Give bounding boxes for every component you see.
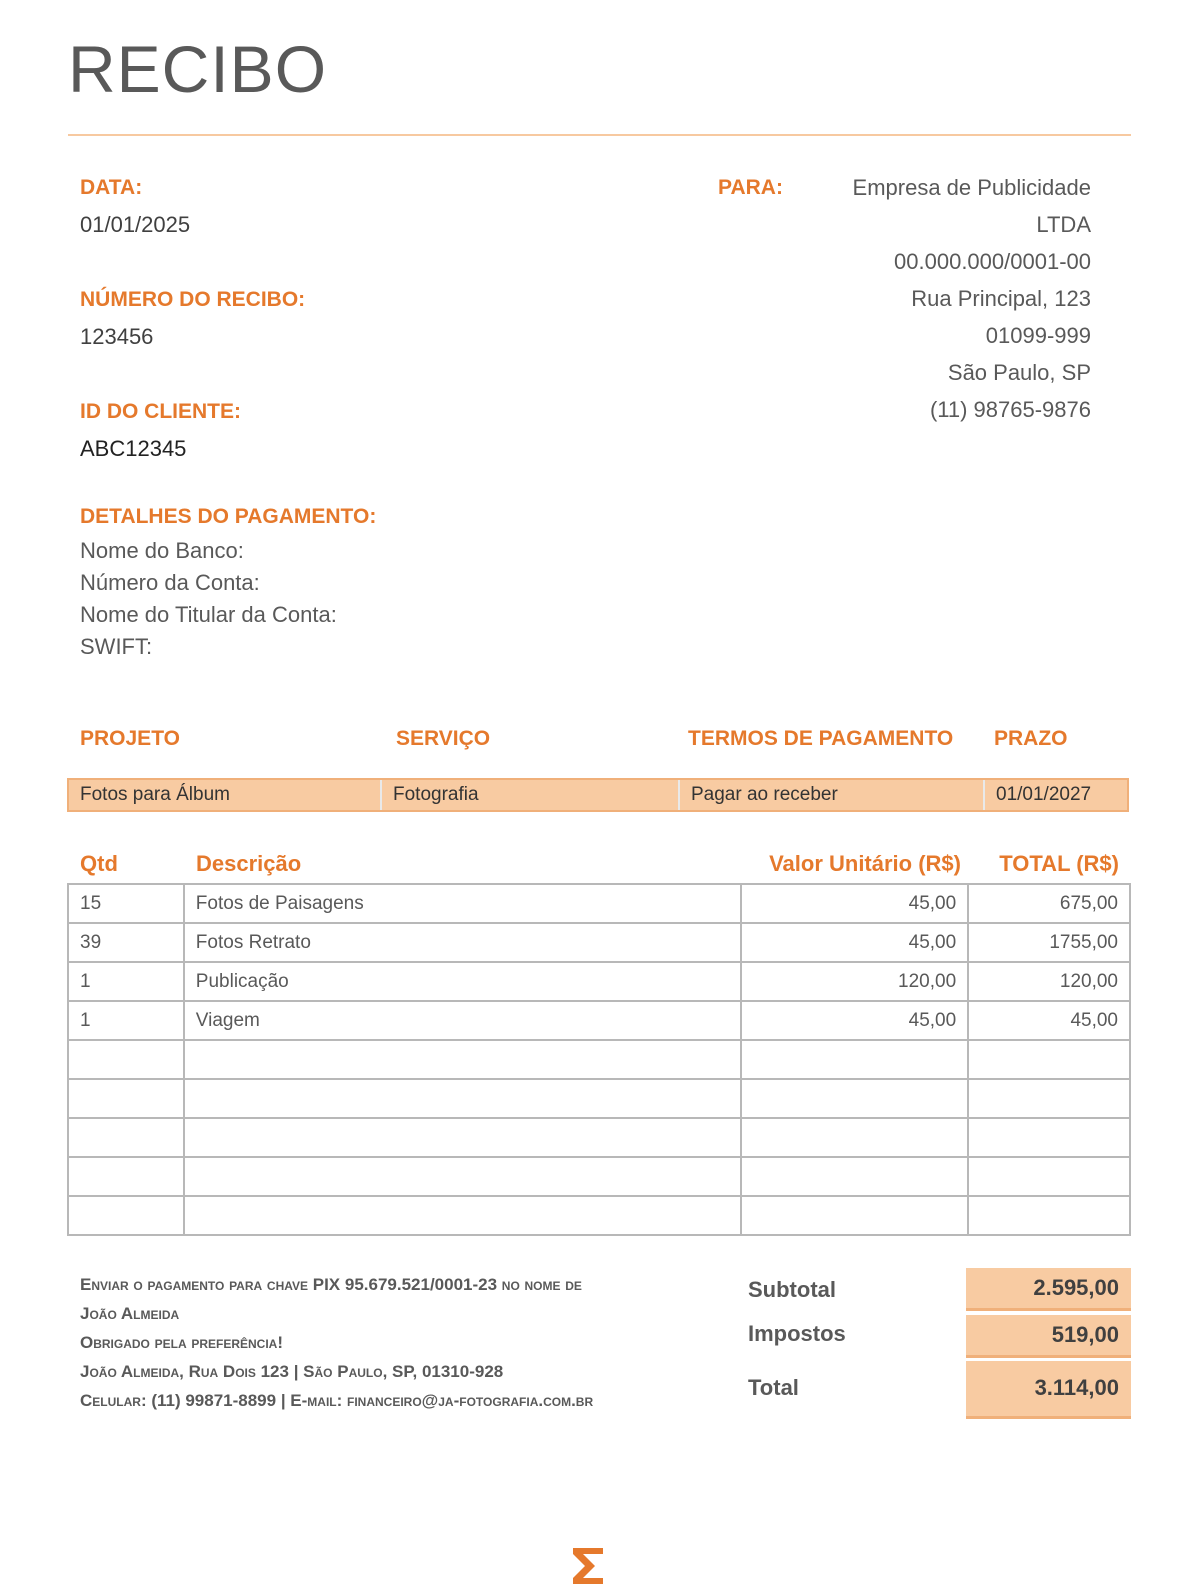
date-value: 01/01/2025 xyxy=(80,212,191,237)
unit-price-cell: 45,00 xyxy=(741,1001,969,1040)
total-cell: 675,00 xyxy=(968,884,1130,923)
payment-instructions xyxy=(80,1270,593,1415)
qty-cell xyxy=(68,1196,184,1235)
unit-price-cell xyxy=(741,1196,969,1235)
description-cell xyxy=(184,1157,741,1196)
total-label: Total xyxy=(748,1375,799,1400)
payment-terms-cell: Pagar ao receber xyxy=(691,784,838,805)
total-cell: 45,00 xyxy=(968,1001,1130,1040)
payment-detail-line: Nome do Banco: xyxy=(80,538,244,563)
unit-price-cell: 45,00 xyxy=(741,884,969,923)
recipient-address xyxy=(751,174,1091,433)
qty-cell xyxy=(68,1157,184,1196)
recipient-line: 00.000.000/0001-00 xyxy=(894,249,1091,274)
title-divider xyxy=(68,134,1131,136)
qty-cell xyxy=(68,1040,184,1079)
subtotal-label: Subtotal xyxy=(748,1277,836,1302)
project-row xyxy=(67,778,1129,812)
recipient-line: (11) 98765-9876 xyxy=(929,397,1091,422)
unit-price-cell xyxy=(741,1157,969,1196)
payment-detail-line: Número da Conta: xyxy=(80,570,260,595)
qty-cell: 15 xyxy=(68,884,184,923)
footer-line: João Almeida, Rua Dois 123 | São Paulo, SP, 01310-928 xyxy=(80,1362,504,1381)
description-cell xyxy=(184,1118,741,1157)
description-header: Descrição xyxy=(196,851,302,876)
unit-price-cell xyxy=(741,1040,969,1079)
deadline-header: PRAZO xyxy=(994,727,1068,750)
description-cell xyxy=(184,1196,741,1235)
deadline-cell: 01/01/2027 xyxy=(996,784,1092,805)
recipient-line: 01099-999 xyxy=(985,323,1091,348)
recipient-line: Rua Principal, 123 xyxy=(911,286,1091,311)
qty-cell: 39 xyxy=(68,923,184,962)
table-row xyxy=(68,962,1130,1001)
footer-line: João Almeida xyxy=(80,1304,180,1323)
unit-price-cell: 45,00 xyxy=(741,923,969,962)
total-cell xyxy=(968,1196,1130,1235)
table-row xyxy=(68,884,1130,923)
description-cell xyxy=(184,1079,741,1118)
unit-price-cell xyxy=(741,1118,969,1157)
table-row xyxy=(68,1040,1130,1079)
description-cell xyxy=(184,1040,741,1079)
payment-details xyxy=(80,536,337,664)
recipient-line: LTDA xyxy=(1036,212,1091,237)
date-label: DATA: xyxy=(80,176,143,199)
footer-line: Obrigado pela preferência! xyxy=(80,1333,284,1352)
items-table xyxy=(67,883,1131,1236)
table-row xyxy=(68,1001,1130,1040)
qty-cell: 1 xyxy=(68,1001,184,1040)
project-header: PROJETO xyxy=(80,727,180,750)
unit-price-cell xyxy=(741,1079,969,1118)
unit-price-header: Valor Unitário (R$) xyxy=(769,851,961,876)
total-value: 3.114,00 xyxy=(966,1361,1131,1419)
recipient-label: PARA: xyxy=(718,176,783,199)
payment-detail-line: SWIFT: xyxy=(80,634,153,659)
subtotal-value: 2.595,00 xyxy=(966,1268,1131,1311)
table-row xyxy=(68,1118,1130,1157)
description-cell: Publicação xyxy=(184,962,741,1001)
service-cell: Fotografia xyxy=(393,784,479,805)
description-cell: Viagem xyxy=(184,1001,741,1040)
page-title: RECIBO xyxy=(68,32,328,106)
total-cell xyxy=(968,1079,1130,1118)
total-cell: 120,00 xyxy=(968,962,1130,1001)
qty-header: Qtd xyxy=(80,851,118,876)
client-id-value: ABC12345 xyxy=(80,436,187,461)
table-row xyxy=(68,1079,1130,1118)
receipt-number-value: 123456 xyxy=(80,324,154,349)
qty-cell xyxy=(68,1079,184,1118)
client-id-label: ID DO CLIENTE: xyxy=(80,400,241,423)
table-row xyxy=(68,923,1130,962)
total-cell xyxy=(968,1118,1130,1157)
recipient-line: São Paulo, SP xyxy=(947,360,1091,385)
unit-price-cell: 120,00 xyxy=(741,962,969,1001)
taxes-value: 519,00 xyxy=(966,1315,1131,1358)
payment-terms-header: TERMOS DE PAGAMENTO xyxy=(688,727,954,750)
total-cell xyxy=(968,1157,1130,1196)
description-cell: Fotos Retrato xyxy=(184,923,741,962)
total-cell xyxy=(968,1040,1130,1079)
table-row xyxy=(68,1157,1130,1196)
payment-detail-line: Nome do Titular da Conta: xyxy=(80,602,337,627)
total-cell: 1755,00 xyxy=(968,923,1130,962)
taxes-label: Impostos xyxy=(748,1321,846,1346)
receipt-number-label: NÚMERO DO RECIBO: xyxy=(80,288,306,311)
service-header: SERVIÇO xyxy=(396,727,491,750)
total-header: TOTAL (R$) xyxy=(999,851,1119,876)
qty-cell xyxy=(68,1118,184,1157)
payment-details-label: DETALHES DO PAGAMENTO: xyxy=(80,505,377,528)
recipient-line: Empresa de Publicidade xyxy=(852,175,1091,200)
footer-line: Celular: (11) 99871-8899 | E-mail: financeiro@ja-fotografia.com.br xyxy=(80,1391,594,1410)
project-cell: Fotos para Álbum xyxy=(80,784,230,805)
footer-line: Enviar o pagamento para chave PIX 95.679.521/0001-23 no nome de xyxy=(80,1275,582,1294)
description-cell: Fotos de Paisagens xyxy=(184,884,741,923)
table-row xyxy=(68,1196,1130,1235)
qty-cell: 1 xyxy=(68,962,184,1001)
hourglass-logo-icon xyxy=(571,1546,605,1586)
